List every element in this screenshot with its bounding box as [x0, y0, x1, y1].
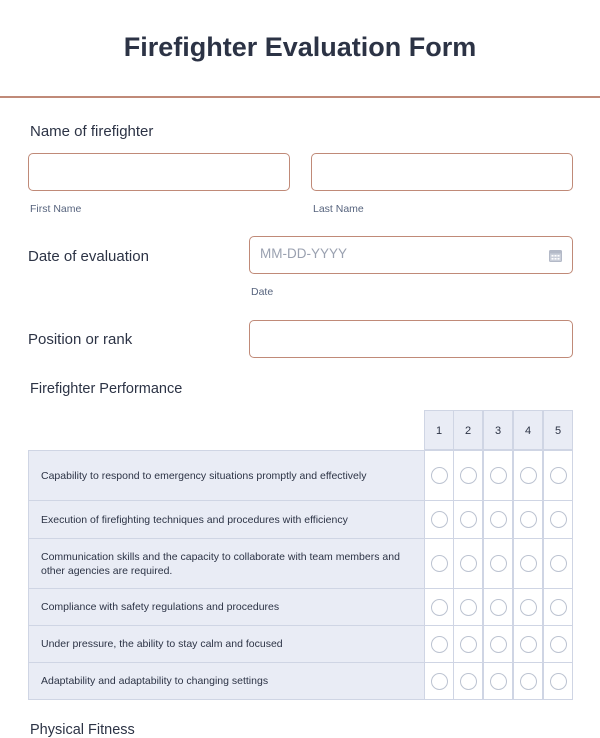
matrix-cell	[513, 625, 543, 663]
matrix-row	[28, 450, 573, 501]
rating-radio-3[interactable]	[490, 467, 507, 484]
matrix-cell	[513, 588, 543, 626]
matrix-cell	[483, 538, 513, 589]
matrix-row	[28, 538, 573, 589]
physical-fitness-title: Physical Fitness	[30, 722, 135, 738]
rating-radio-3[interactable]	[490, 555, 507, 572]
rating-radio-4[interactable]	[520, 599, 537, 616]
matrix-column-header: 3	[483, 410, 513, 450]
date-input[interactable]	[249, 236, 573, 274]
matrix-cell	[543, 588, 573, 626]
rating-radio-2[interactable]	[460, 673, 477, 690]
matrix-column-header: 5	[543, 410, 573, 450]
matrix-row-label: Under pressure, the ability to stay calm and focused	[28, 625, 425, 663]
matrix-cell	[424, 625, 454, 663]
matrix-column-header: 2	[453, 410, 483, 450]
matrix-row-label: Compliance with safety regulations and procedures	[28, 588, 425, 626]
matrix-cell	[513, 662, 543, 700]
rating-radio-3[interactable]	[490, 636, 507, 653]
matrix-row	[28, 500, 573, 539]
matrix-cell	[424, 500, 454, 539]
matrix-cell	[453, 625, 483, 663]
rating-radio-4[interactable]	[520, 555, 537, 572]
rating-radio-5[interactable]	[550, 599, 567, 616]
matrix-row-label: Execution of firefighting techniques and procedures with efficiency	[28, 500, 425, 539]
rating-radio-5[interactable]	[550, 511, 567, 528]
matrix-cell	[483, 500, 513, 539]
matrix-row	[28, 625, 573, 663]
matrix-row	[28, 662, 573, 700]
rating-radio-2[interactable]	[460, 555, 477, 572]
matrix-row-label: Adaptability and adaptability to changing settings	[28, 662, 425, 700]
date-placeholder: MM-DD-YYYY	[260, 246, 347, 261]
matrix-cell	[424, 588, 454, 626]
matrix-cell	[453, 500, 483, 539]
rating-radio-4[interactable]	[520, 673, 537, 690]
name-label: Name of firefighter	[30, 123, 154, 140]
rating-radio-4[interactable]	[520, 467, 537, 484]
form-title: Firefighter Evaluation Form	[123, 32, 477, 62]
matrix-cell	[513, 500, 543, 539]
matrix-cell	[483, 662, 513, 700]
rating-radio-2[interactable]	[460, 599, 477, 616]
matrix-cell	[543, 625, 573, 663]
rating-radio-5[interactable]	[550, 636, 567, 653]
matrix-column-header: 1	[424, 410, 454, 450]
matrix-cell	[453, 450, 483, 501]
rating-radio-5[interactable]	[550, 555, 567, 572]
last-name-input[interactable]	[311, 153, 573, 191]
rating-radio-4[interactable]	[520, 636, 537, 653]
matrix-cell	[424, 450, 454, 501]
position-label: Position or rank	[28, 331, 133, 348]
matrix-cell	[483, 450, 513, 501]
rating-radio-1[interactable]	[431, 599, 448, 616]
form-header	[0, 0, 600, 98]
rating-radio-5[interactable]	[550, 467, 567, 484]
position-input[interactable]	[249, 320, 573, 358]
rating-radio-1[interactable]	[431, 467, 448, 484]
date-sublabel: Date	[251, 286, 274, 298]
matrix-cell	[453, 588, 483, 626]
matrix-cell	[513, 538, 543, 589]
matrix-cell	[543, 450, 573, 501]
rating-radio-1[interactable]	[431, 511, 448, 528]
matrix-cell	[453, 538, 483, 589]
matrix-row-label: Communication skills and the capacity to collaborate with team members and other agencies are required.	[28, 538, 425, 589]
rating-radio-2[interactable]	[460, 511, 477, 528]
rating-radio-3[interactable]	[490, 673, 507, 690]
rating-radio-1[interactable]	[431, 636, 448, 653]
matrix-cell	[543, 500, 573, 539]
matrix-column-header: 4	[513, 410, 543, 450]
calendar-icon[interactable]	[549, 249, 562, 262]
date-label: Date of evaluation	[28, 248, 149, 265]
rating-radio-5[interactable]	[550, 673, 567, 690]
matrix-cell	[483, 588, 513, 626]
matrix-cell	[424, 662, 454, 700]
last-name-sublabel: Last Name	[313, 203, 364, 215]
rating-radio-1[interactable]	[431, 673, 448, 690]
matrix-cell	[483, 625, 513, 663]
first-name-sublabel: First Name	[30, 203, 82, 215]
rating-radio-2[interactable]	[460, 467, 477, 484]
rating-radio-1[interactable]	[431, 555, 448, 572]
matrix-cell	[543, 538, 573, 589]
matrix-row-label: Capability to respond to emergency situations promptly and effectively	[28, 450, 425, 501]
matrix-row	[28, 588, 573, 626]
first-name-input[interactable]	[28, 153, 290, 191]
matrix-cell	[453, 662, 483, 700]
rating-radio-3[interactable]	[490, 511, 507, 528]
matrix-cell	[513, 450, 543, 501]
matrix-cell	[424, 538, 454, 589]
performance-section-title: Firefighter Performance	[30, 381, 183, 397]
rating-radio-2[interactable]	[460, 636, 477, 653]
rating-radio-3[interactable]	[490, 599, 507, 616]
matrix-cell	[543, 662, 573, 700]
rating-radio-4[interactable]	[520, 511, 537, 528]
